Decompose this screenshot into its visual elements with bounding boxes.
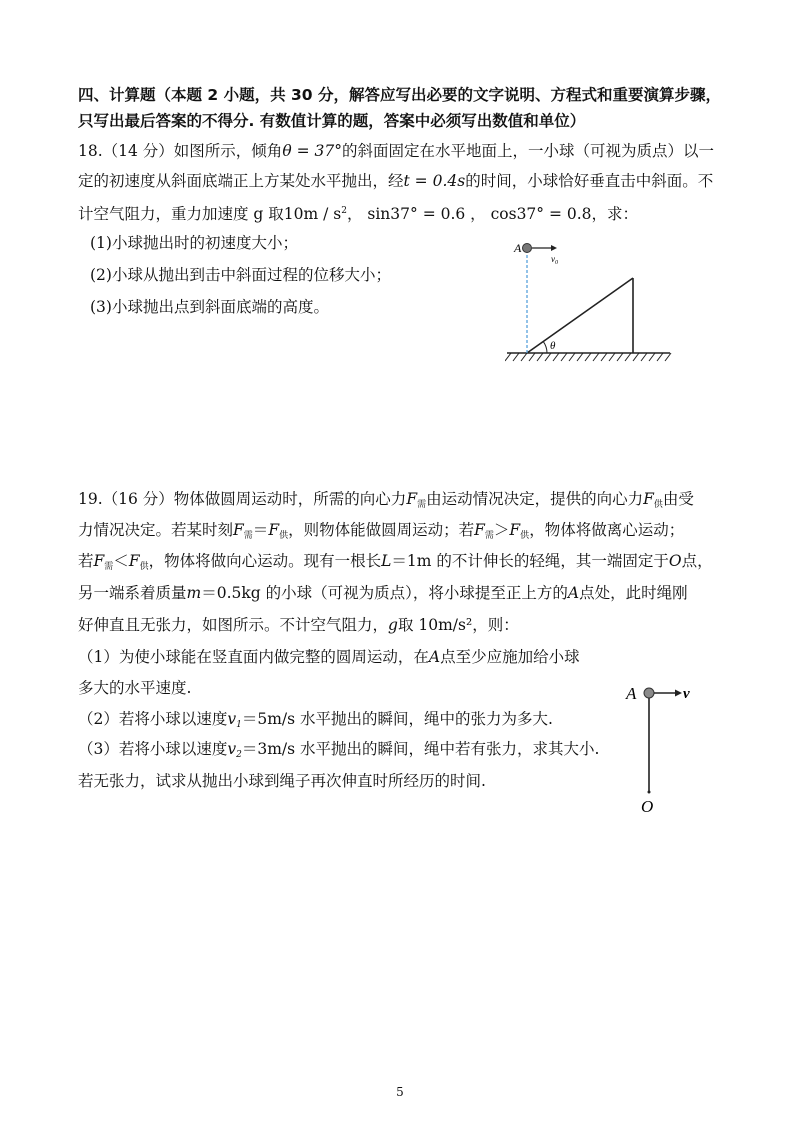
q19-F5: F — [474, 521, 485, 539]
page-number: 5 — [396, 1085, 404, 1099]
q19-text-line5 — [78, 614, 519, 636]
q19-l4c: 点处，此时绳刚 — [579, 584, 688, 602]
label-A: A — [626, 684, 637, 703]
q18-time-value: t = 0.4s — [403, 172, 466, 190]
q19-text-line3 — [78, 550, 713, 578]
q19-p2b: ＝5m/s 水平抛出的瞬间，绳中的张力为多大. — [241, 710, 553, 728]
q19-l3b: ，物体将做向心运动。现有一根长 — [148, 552, 382, 570]
q19-l2b: ，则物体能做圆周运动；若 — [288, 521, 475, 539]
label-A: A — [514, 241, 522, 255]
q19-sub-give: 供 — [653, 500, 663, 510]
q19-l5a: 好伸直且无张力，如图所示。不计空气阻力， — [78, 616, 389, 634]
q19-F6: F — [509, 521, 521, 539]
q19-l3c: ＝1m 的不计伸长的轻绳，其一端固定于 — [391, 552, 669, 570]
q19-m: m — [186, 584, 202, 602]
q18-text-line2 — [78, 170, 713, 192]
q18-part3: (3)小球抛出点到斜面底端的高度。 — [90, 298, 329, 316]
q19-text-line2 — [78, 519, 684, 547]
q19-L: L — [381, 552, 392, 570]
q19-part1-line2: 多大的水平速度. — [78, 679, 192, 697]
q19-F: F — [406, 490, 418, 508]
q18-part1: (1)小球抛出时的初速度大小； — [90, 234, 298, 252]
q19-p3a: （3）若将小球以速度 — [78, 740, 228, 758]
q19-sub-need4: 需 — [104, 562, 114, 572]
q19-v2-sub: 2 — [236, 750, 242, 760]
q19-p3b: ＝3m/s 水平抛出的瞬间，绳中若有张力，求其大小. — [241, 740, 600, 758]
q18-l3sup: 2 — [341, 206, 347, 216]
q18-text-line1 — [78, 140, 714, 162]
q19-part1-line1 — [78, 646, 580, 668]
q19-p2a: （2）若将小球以速度 — [78, 710, 228, 728]
pivot-point — [648, 791, 651, 794]
v-arrow-head-icon — [675, 690, 682, 697]
q19-O: O — [668, 552, 682, 570]
q19-gt: ＞ — [493, 521, 510, 539]
q18-l2a: 定的初速度从斜面底端正上方某处水平抛出，经 — [78, 172, 404, 190]
ground-hatching — [505, 353, 671, 361]
q19-F4: F — [268, 521, 280, 539]
v0-arrow-head-icon — [551, 245, 557, 251]
q18-part2: (2)小球从抛出到击中斜面过程的位移大小； — [90, 266, 391, 284]
q19-sub-give4: 供 — [139, 562, 149, 572]
q19-F2: F — [643, 490, 654, 508]
label-O: O — [641, 797, 654, 816]
q19-p1a: （1）为使小球能在竖直面内做完整的圆周运动，在 — [78, 648, 429, 666]
q19-l4b: ＝0.5kg 的小球（可视为质点），将小球提至正上方的 — [201, 584, 568, 602]
q19-F3: F — [233, 521, 244, 539]
q19-l4a: 另一端系着质量 — [78, 584, 187, 602]
q18-l1a: 18.（14 分）如图所示，倾角 — [78, 142, 283, 160]
q19-sub-need3: 需 — [484, 531, 494, 541]
q19-A: A — [567, 584, 580, 602]
q18-l3a: 计空气阻力，重力加速度 g 取10m / s — [78, 205, 342, 223]
q19-sub-give3: 供 — [520, 531, 530, 541]
q19-text-line4 — [78, 582, 688, 604]
ball-icon — [523, 244, 532, 253]
q19-v1-sub: 1 — [236, 720, 242, 730]
q19-part3-line1 — [78, 738, 599, 766]
q19-v2: v — [227, 740, 237, 758]
label-theta: θ — [550, 340, 556, 352]
incline-line — [527, 278, 633, 353]
q19-l2c: ，物体将做离心运动； — [529, 521, 685, 539]
q19-l3a: 若 — [78, 552, 94, 570]
q18-l2b: 的时间，小球恰好垂直击中斜面。不 — [465, 172, 714, 190]
section-heading-line2: 只写出最后答案的不得分. 有数值计算的题，答案中必须写出数值和单位） — [78, 112, 586, 130]
q19-F8: F — [128, 552, 140, 570]
q19-part2 — [78, 708, 553, 736]
q19-sub-need: 需 — [417, 500, 427, 510]
q19-l5b: 取 10m/s²，则： — [397, 616, 519, 634]
q18-text-line3 — [78, 200, 638, 225]
q19-v1: v — [227, 710, 237, 728]
q19-part3-line2: 若无张力，试求从抛出小球到绳子再次伸直时所经历的时间. — [78, 772, 486, 790]
q19-p1A: A — [428, 648, 441, 666]
q18-theta-value: θ = 37° — [282, 142, 342, 160]
ball-icon — [644, 688, 654, 698]
q19-l1b: 由运动情况决定，提供的向心力 — [426, 490, 644, 508]
q19-l3d: 点， — [681, 552, 713, 570]
q19-g: g — [388, 616, 398, 634]
q19-sub-give2: 供 — [279, 531, 289, 541]
angle-arc — [543, 342, 547, 353]
q19-l1c: 由受 — [662, 490, 694, 508]
q19-l1a: 19.（16 分）物体做圆周运动时，所需的向心力 — [78, 490, 407, 508]
q18-l3b: ， sin37° = 0.6 ， cos37° = 0.8，求： — [346, 205, 639, 223]
q19-text-line1 — [78, 488, 694, 516]
q18-incline-figure — [505, 236, 675, 366]
label-v0: $v_0$ — [551, 254, 558, 266]
q19-rope-figure — [620, 676, 710, 821]
section-heading-line1: 四、计算题（本题 2 小题，共 30 分，解答应写出必要的文字说明、方程式和重要演算步骤， — [78, 86, 721, 104]
q19-p1b: 点至少应施加给小球 — [440, 648, 580, 666]
q19-l2a: 力情况决定。若某时刻 — [78, 521, 234, 539]
q19-F7: F — [93, 552, 105, 570]
q18-l1b: 的斜面固定在水平地面上，一小球（可视为质点）以一 — [341, 142, 714, 160]
q19-lt: ＜ — [113, 552, 129, 570]
q19-sub-need2: 需 — [243, 531, 253, 541]
q19-eq: ＝ — [252, 521, 269, 539]
label-v: v — [683, 686, 690, 702]
